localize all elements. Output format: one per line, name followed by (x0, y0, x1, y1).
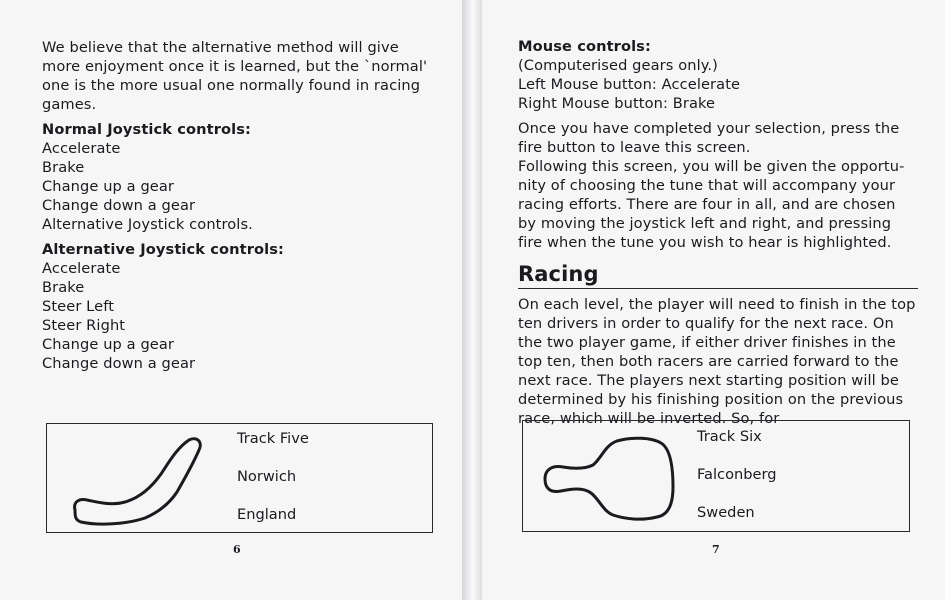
track-five-map (65, 430, 215, 530)
list-item: Left Mouse button: Accelerate (518, 76, 741, 93)
track-five-info (237, 429, 397, 529)
list-item: Accelerate (42, 140, 121, 157)
list-item: Right Mouse button: Brake (518, 95, 716, 112)
page-number: 6 (233, 543, 241, 556)
alternative-controls-heading: Alternative Joystick controls: (42, 241, 284, 258)
list-item: Change down a gear (42, 197, 196, 214)
track-six-box (522, 420, 910, 532)
track-name: Track Six (697, 428, 762, 445)
list-item: Brake (42, 279, 85, 296)
tune-paragraph: Following this screen, you will be given the opportu-nity of choosing the tune that will accompany your racing efforts. There are four in all, and are chosen by moving the joystick left and right, and pressing fire when the tune you wish to hear is highlighted. (518, 158, 905, 251)
track-five-box (46, 423, 433, 533)
left-page-text (42, 38, 437, 373)
list-item: (Computerised gears only.) (518, 57, 718, 74)
list-item: Change down a gear (42, 355, 196, 372)
list-item: Accelerate (42, 260, 121, 277)
track-name: Track Five (237, 430, 309, 447)
list-item: Steer Right (42, 317, 126, 334)
left-page (0, 0, 462, 600)
selection-paragraph: Once you have completed your selection, press the fire button to leave this screen. (518, 120, 900, 156)
list-item: Change up a gear (42, 178, 175, 195)
normal-controls-heading: Normal Joystick controls: (42, 121, 251, 138)
section-heading-racing: Racing (518, 260, 918, 289)
track-six-info (697, 427, 877, 527)
racing-paragraph: On each level, the player will need to finish in the top ten drivers in order to qualify for the next race. On the two player game, if either driver finishes in the top ten, then both racers are carried forward to the next race. The players next starting position will be determined by his finishing position on the previous race, which will be inverted. So, for (518, 296, 916, 427)
track-country: Sweden (697, 504, 755, 521)
intro-paragraph: We believe that the alternative method will give more enjoyment once it is learned, but the `normal' one is the more usual one normally found in racing games. (42, 39, 428, 113)
mouse-controls-heading: Mouse controls: (518, 38, 651, 55)
list-item: Steer Left (42, 298, 115, 315)
book-gutter (462, 0, 482, 600)
track-city: Norwich (237, 468, 297, 485)
right-page (482, 0, 945, 600)
track-six-map (541, 429, 681, 529)
list-item: Change up a gear (42, 336, 175, 353)
page-number: 7 (712, 543, 720, 556)
list-item: Brake (42, 159, 85, 176)
track-city: Falconberg (697, 466, 777, 483)
list-item: Alternative Joystick controls. (42, 216, 253, 233)
track-country: England (237, 506, 297, 523)
right-page-text (518, 37, 918, 428)
